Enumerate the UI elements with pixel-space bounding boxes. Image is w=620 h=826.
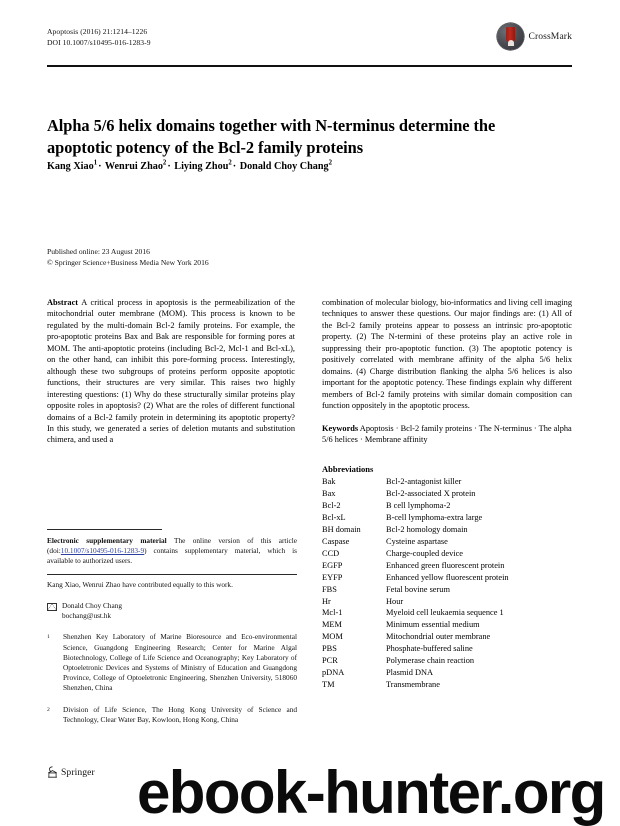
abbreviation-value: Enhanced green fluorescent protein: [386, 560, 505, 570]
keywords-block: [322, 423, 572, 446]
author-separator: ·: [98, 161, 102, 172]
affiliation-text: Shenzhen Key Laboratory of Marine Bioresource and Eco-environmental Science, Guangdong Engineering Research; Center for Marine Algal Biotechnology, College of Life Science and Oceanography; Key Laboratory of Optoeletronic Devices and Systems of Ministry of Education and Guangdong Province, College of Optoeletronic Engineering, Shenzhen University, 518060 Shenzhen, China: [63, 632, 297, 693]
abbreviation-key: Bcl-2: [322, 501, 341, 511]
table-row: [322, 488, 572, 500]
crossmark-badge[interactable]: [497, 23, 572, 50]
table-row: [322, 643, 572, 655]
affiliation-number: 2: [47, 706, 50, 713]
journal-header: [47, 26, 572, 48]
author-separator: ·: [167, 161, 171, 172]
table-row: [322, 560, 572, 572]
abbreviation-key: FBS: [322, 584, 337, 594]
journal-citation-line: Apoptosis (2016) 21:1214–1226: [47, 27, 148, 36]
springer-knight-icon: [47, 766, 58, 778]
abbreviation-key: Bak: [322, 477, 336, 487]
abbreviation-value: B-cell lymphoma-extra large: [386, 513, 483, 523]
table-row: [322, 524, 572, 536]
table-row: [322, 500, 572, 512]
author-affiliation-marker: 1: [93, 159, 98, 167]
abbreviation-value: Enhanced yellow fluorescent protein: [386, 572, 509, 582]
crossmark-badge-icon: [497, 23, 524, 50]
table-row: [322, 619, 572, 631]
corresponding-author-block: [47, 601, 297, 622]
abbreviation-value: Charge-coupled device: [386, 548, 463, 558]
footnote-divider-full: [47, 574, 297, 575]
article-title: Alpha 5/6 helix domains together with N-terminus determine the apoptotic potency of the Bcl-2 family proteins: [47, 115, 496, 157]
abbreviation-key: BH domain: [322, 525, 361, 535]
abbreviation-key: EGFP: [322, 560, 343, 570]
author-name: Donald Choy Chang$^2$: [239, 159, 333, 172]
esm-text-before: The online version of this article (doi:: [47, 535, 297, 556]
abbreviations-heading: Abbreviations: [322, 464, 374, 475]
table-row: [322, 679, 572, 691]
corresponding-author-name: Donald Choy Chang: [62, 600, 122, 610]
table-row: [322, 512, 572, 524]
abbreviation-value: Bcl-2 homology domain: [386, 525, 468, 535]
footnote-block: [47, 529, 297, 725]
affiliation-entry: [47, 632, 297, 693]
esm-doi-link[interactable]: 10.1007/s10495-016-1283-9: [60, 546, 145, 556]
abstract-text-right: combination of molecular biology, bio-informatics and living cell imaging techniques to answer these questions. Our major findings are: (1) All of the Bcl-2 family proteins appear to possess an intrinsic pro-apoptotic property. (2) The N-termini of these proteins play an active role in suppressing their pro-apoptotic function. (3) The apoptotic potency is positively correlated with membrane affinity of the alpha 5/6 helix domains. (4) Charge distribution flanking the alpha 5/6 helices is also important for the apoptotic potency. These findings explain why different members of Bcl-2 family proteins with similar domain composition can function oppositely in the apoptotic process.: [322, 298, 572, 411]
publication-info: [47, 247, 447, 268]
abbreviation-value: Bcl-2-associated X protein: [386, 489, 476, 499]
abbreviation-key: PCR: [322, 656, 338, 666]
abbreviation-key: MEM: [322, 620, 342, 630]
table-row: [322, 607, 572, 619]
abbreviation-value: Mitochondrial outer membrane: [386, 632, 491, 642]
table-row: [322, 536, 572, 548]
abbreviation-key: Hr: [322, 596, 331, 606]
abstract-column-right: [322, 297, 572, 691]
abbreviation-key: EYFP: [322, 572, 343, 582]
springer-logo: [47, 766, 95, 778]
header-divider: [47, 65, 572, 67]
footnote-divider-short: [47, 529, 162, 530]
abbreviation-value: Myeloid cell leukaemia sequence 1: [386, 608, 504, 618]
author-affiliation-marker: 2: [328, 159, 333, 167]
abbreviation-key: CCD: [322, 548, 340, 558]
table-row: [322, 584, 572, 596]
watermark-text: ebook-hunter.org: [137, 759, 605, 826]
abbreviations-table: [322, 476, 572, 690]
abbreviation-key: Mcl-1: [322, 608, 343, 618]
abbreviation-key: pDNA: [322, 667, 345, 677]
abbreviation-value: Plasmid DNA: [386, 667, 434, 677]
abstract-paragraph-part1: [47, 297, 295, 446]
electronic-supplementary-material-note: [47, 536, 297, 567]
abbreviation-value: B cell lymphoma-2: [386, 501, 451, 511]
abbreviation-key: Bcl-xL: [322, 513, 346, 523]
author-affiliation-marker: 2: [228, 159, 232, 167]
abbreviation-value: Bcl-2-antagonist killer: [386, 477, 462, 487]
published-online-date: Published online: 23 August 2016: [47, 247, 150, 256]
envelope-icon: [47, 603, 57, 611]
corresponding-author-email[interactable]: bochang@ust.hk: [62, 611, 112, 620]
abbreviation-key: Caspase: [322, 536, 350, 546]
abbreviation-value: Cysteine aspartase: [386, 536, 448, 546]
table-row: [322, 476, 572, 488]
esm-text-after: ) contains supplementary material, which is available to authorized users.: [47, 546, 297, 566]
abbreviation-key: TM: [322, 679, 335, 689]
abbreviation-value: Transmembrane: [386, 679, 440, 689]
table-row: [322, 596, 572, 608]
abbreviation-value: Phosphate-buffered saline: [386, 644, 473, 654]
affiliation-entry: [47, 705, 297, 725]
abbreviation-key: PBS: [322, 644, 337, 654]
affiliation-number: 1: [47, 634, 50, 641]
author-separator: ·: [232, 161, 237, 172]
author-name: Liying Zhou$^2$: [174, 159, 232, 172]
abbreviation-key: Bax: [322, 489, 336, 499]
author-name: Wenrui Zhao$^2$: [104, 159, 167, 172]
copyright-line: © Springer Science+Business Media New York 2016: [47, 257, 209, 267]
keywords-text: Apoptosis · Bcl-2 family proteins · The N-terminus · The alpha 5/6 helices · Membrane affinity: [322, 423, 572, 444]
author-list: [47, 160, 547, 174]
esm-label: Electronic supplementary material: [47, 535, 167, 545]
abbreviation-value: Minimum essential medium: [386, 620, 480, 630]
affiliation-text: Division of Life Science, The Hong Kong University of Science and Technology, Clear Water Bay, Kowloon, Hong Kong, China: [63, 704, 297, 724]
abstract-label: Abstract: [47, 298, 79, 307]
table-row: [322, 631, 572, 643]
author-affiliation-marker: 2: [162, 159, 167, 167]
table-row: [322, 655, 572, 667]
abbreviation-value: Polymerase chain reaction: [386, 656, 475, 666]
corresponding-author-info: [62, 601, 122, 622]
abstract-column-left: [47, 297, 295, 446]
abstract-text-left: A critical process in apoptosis is the permeabilization of the mitochondrial outer membrane (MOM). This process is known to be regulated by the multi-domain Bcl-2 family proteins. For example, the pro-apoptotic proteins Bax and Bak are responsible for forming pores at MOM. The anti-apoptotic proteins (including Bcl-2, Mcl-1 and Bcl-xL), on the other hand, can inhibit this pore-forming process. Interestingly, although these two subgroups of proteins perform opposite apoptotic functions, their structures are very similar. This raises two highly interesting questions: (1) Why do these structurally similar proteins play opposite roles in apoptosis? (2) What are the roles of different functional domains of a Bcl-2 family protein in determining its apoptotic property? In this study, we generated a series of deletion mutants and substitution chimera, and used a: [47, 298, 295, 445]
abbreviations-table-body: [322, 476, 572, 690]
table-row: [322, 667, 572, 679]
abbreviation-value: Hour: [386, 596, 404, 606]
springer-wordmark: Springer: [61, 766, 95, 778]
abbreviation-key: MOM: [322, 632, 343, 642]
crossmark-label: CrossMark: [528, 31, 572, 42]
keywords-label: Keywords: [322, 423, 359, 433]
author-name: Kang Xiao$^1$: [47, 159, 98, 172]
table-row: [322, 572, 572, 584]
equal-contribution-note: Kang Xiao, Wenrui Zhao have contributed equally to this work.: [47, 580, 233, 590]
table-row: [322, 548, 572, 560]
journal-doi-line: DOI 10.1007/s10495-016-1283-9: [47, 38, 151, 48]
abbreviation-value: Fetal bovine serum: [386, 584, 450, 594]
